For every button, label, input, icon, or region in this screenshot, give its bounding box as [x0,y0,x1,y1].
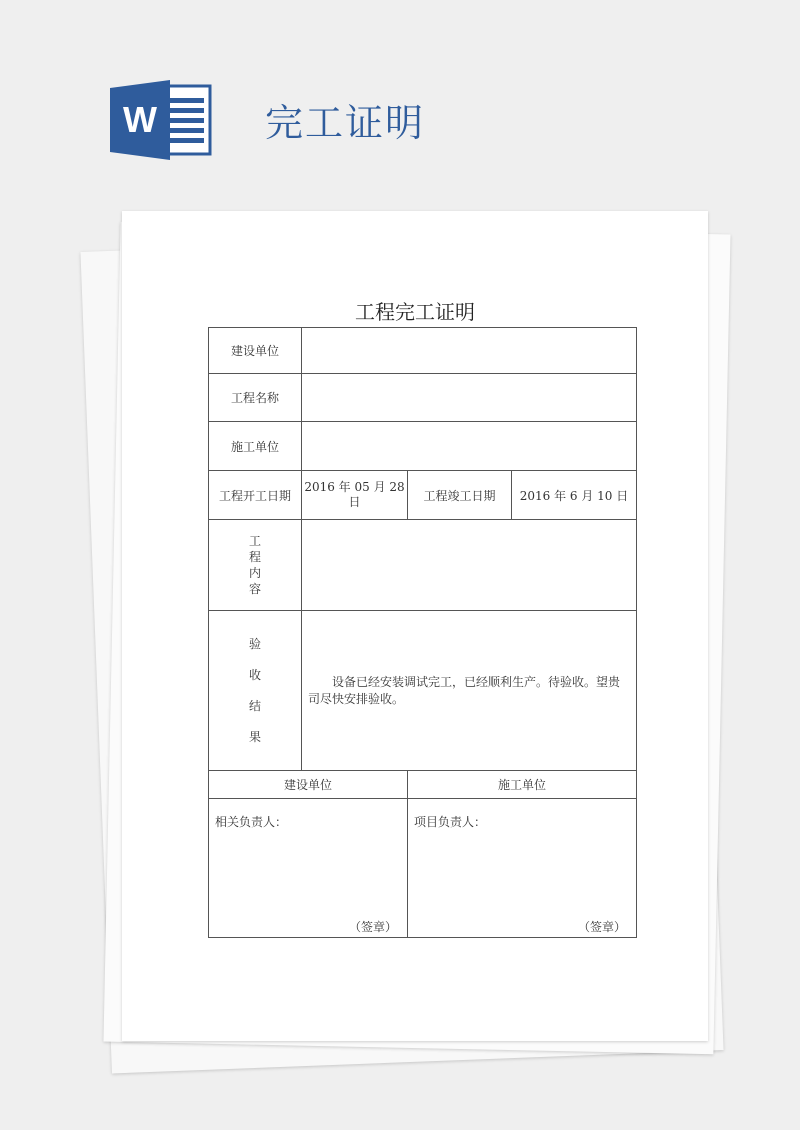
project-name-value-cell[interactable] [302,374,637,422]
construction-unit-label: 建设单位 [209,328,302,374]
document-page [122,211,708,1041]
table-row [209,328,637,374]
completion-form-table [208,327,637,938]
builder-stamp-label: （签章） [578,920,627,934]
label-char: 结 [248,698,261,713]
label-char: 内 [248,566,261,580]
start-date-value [302,471,408,520]
signature-header-construction: 建设单位 [209,771,408,799]
label-char: 果 [248,729,261,744]
table-row [209,771,637,799]
builder-unit-label: 施工单位 [209,422,302,471]
table-row [209,611,637,771]
completion-date-value: 2016 年 6 月 10 日 [512,471,637,520]
construction-person-label: 相关负责人： [215,815,288,829]
label-char: 容 [248,582,261,596]
construction-unit-value-cell[interactable] [302,328,637,374]
completion-date-label: 工程竣工日期 [408,471,512,520]
start-date-line1: 2016 年 05 月 28 [304,480,405,494]
builder-person-label: 项目负责人： [414,815,487,829]
label-char: 工 [248,534,261,548]
signature-header-builder: 施工单位 [408,771,637,799]
table-row [209,799,637,938]
word-document-icon [110,80,214,160]
builder-unit-value-cell[interactable] [302,422,637,471]
start-date-label: 工程开工日期 [209,471,302,520]
construction-stamp-label: （签章） [348,920,397,934]
label-char: 程 [248,550,261,564]
builder-signature-cell[interactable] [408,799,637,938]
project-content-value-cell[interactable] [302,520,637,611]
table-row [209,471,637,520]
label-char: 验 [248,636,261,651]
label-char: 收 [248,667,261,682]
page-title: 完工证明 [265,101,426,145]
construction-signature-cell[interactable] [209,799,408,938]
table-row [209,422,637,471]
acceptance-result-label [209,611,302,771]
svg-text:W: W [123,99,157,140]
table-row [209,520,637,611]
table-row [209,374,637,422]
acceptance-result-text: 设备已经安装调试完工，已经顺利生产。待验收。望贵司尽快安排验收。 [302,611,637,771]
project-name-label: 工程名称 [209,374,302,422]
project-content-label [209,520,302,611]
start-date-line2: 日 [348,495,361,509]
document-title: 工程完工证明 [355,300,475,324]
